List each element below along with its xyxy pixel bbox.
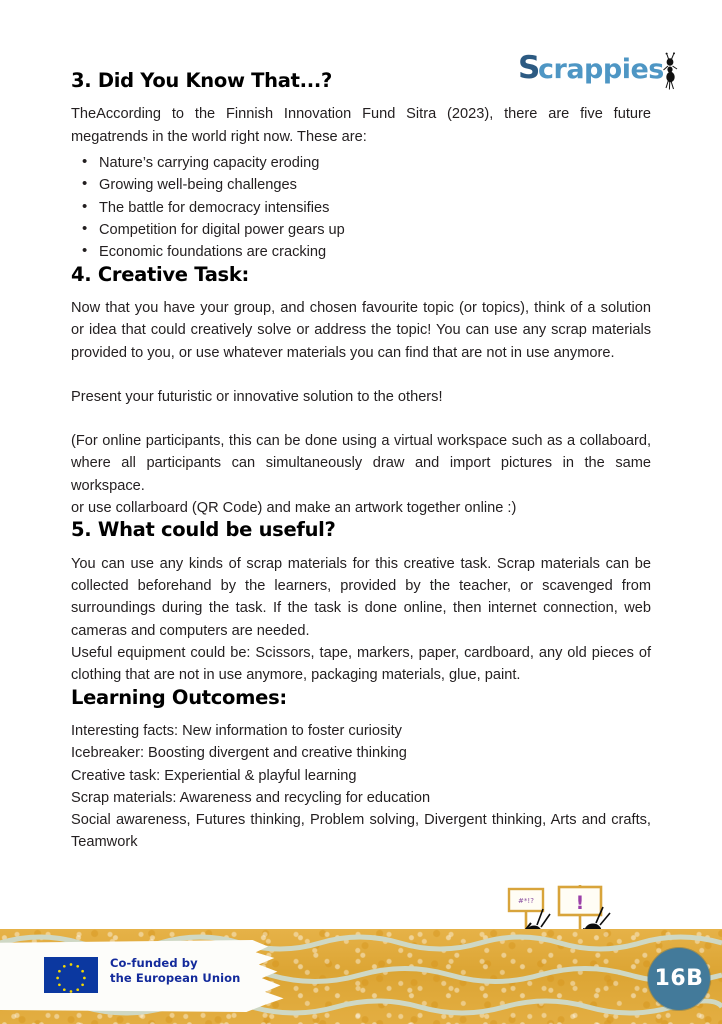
useful-paragraph-2: Useful equipment could be: Scissors, tape, markers, paper, cardboard, any old pieces of clothing that are not in use anymore, packaging materials, glue, paint. bbox=[71, 644, 651, 684]
page-content bbox=[71, 70, 651, 854]
list-item: • Growing well-being challenges bbox=[97, 174, 651, 196]
eu-funding-banner bbox=[0, 940, 296, 1012]
outcome-line: Creative task: Experiential & playful learning bbox=[71, 767, 357, 784]
eu-funding-line-2: the European Union bbox=[110, 970, 241, 985]
eu-flag-icon bbox=[44, 957, 98, 993]
list-item: • The battle for democracy intensifies bbox=[97, 197, 651, 219]
page-number-badge bbox=[648, 948, 710, 1010]
outcome-line: Interesting facts: New information to foster curiosity bbox=[71, 722, 402, 739]
footer-band bbox=[0, 929, 722, 1024]
list-item: • Nature’s carrying capacity eroding bbox=[97, 152, 651, 174]
ant-icon bbox=[664, 52, 678, 89]
what-could-be-useful-body bbox=[71, 553, 651, 687]
creative-task-body bbox=[71, 297, 651, 519]
svg-text:#*!?: #*!? bbox=[518, 897, 534, 905]
page-number-label: 16B bbox=[654, 966, 704, 991]
megatrends-list bbox=[71, 152, 651, 263]
section-title-what-could-be-useful: 5. What could be useful? bbox=[71, 518, 336, 542]
section-title-learning-outcomes: Learning Outcomes: bbox=[71, 685, 287, 709]
outcome-line: Icebreaker: Boosting divergent and creative thinking bbox=[71, 745, 407, 762]
eu-funding-line-1: Co-funded by bbox=[110, 956, 198, 970]
section-title-did-you-know: 3. Did You Know That...? bbox=[71, 69, 332, 92]
creative-task-paragraph-1: Now that you have your group, and chosen favourite topic (or topics), think of a solution or idea that could creatively solve or address the topic! You can use any scrap materials provided to you, or use whatever materials you can find that are not in use anymore. bbox=[71, 299, 651, 361]
creative-task-paragraph-4: or use collarboard (QR Code) and make an artwork together online :) bbox=[71, 500, 517, 516]
eu-funding-text bbox=[110, 956, 240, 985]
learning-outcomes-body bbox=[71, 720, 651, 854]
logo-wordmark: crappies bbox=[538, 54, 664, 85]
logo-initial: S bbox=[518, 50, 541, 86]
exclamation-glyph: ! bbox=[575, 892, 585, 914]
list-item: • Economic foundations are cracking bbox=[97, 241, 651, 263]
list-item: • Competition for digital power gears up bbox=[97, 219, 651, 241]
paragraph-spacer bbox=[71, 408, 651, 430]
paragraph-spacer bbox=[71, 364, 651, 386]
outcome-line: Scrap materials: Awareness and recycling for education bbox=[71, 789, 431, 806]
creative-task-paragraph-2: Present your futuristic or innovative solution to the others! bbox=[71, 388, 443, 405]
section-title-creative-task: 4. Creative Task: bbox=[71, 262, 250, 286]
creative-task-paragraph-3: (For online participants, this can be done using a virtual workspace such as a collaboard, where all participants can simultaneously draw and import pictures in the same workspace. bbox=[71, 433, 651, 494]
useful-paragraph-1: You can use any kinds of scrap materials for this creative task. Scrap materials can be collected beforehand by the learners, provided by the teacher, or scavenged from surroundings during the task. If the task is done online, then internet connection, web cameras and computers are needed. bbox=[71, 555, 651, 639]
did-you-know-intro: TheAccording to the Finnish Innovation Fund Sitra (2023), there are five future megatrends in the world right now. These are: bbox=[71, 106, 651, 145]
outcome-line: Social awareness, Futures thinking, Problem solving, Divergent thinking, Arts and crafts, Teamwork bbox=[71, 812, 651, 851]
